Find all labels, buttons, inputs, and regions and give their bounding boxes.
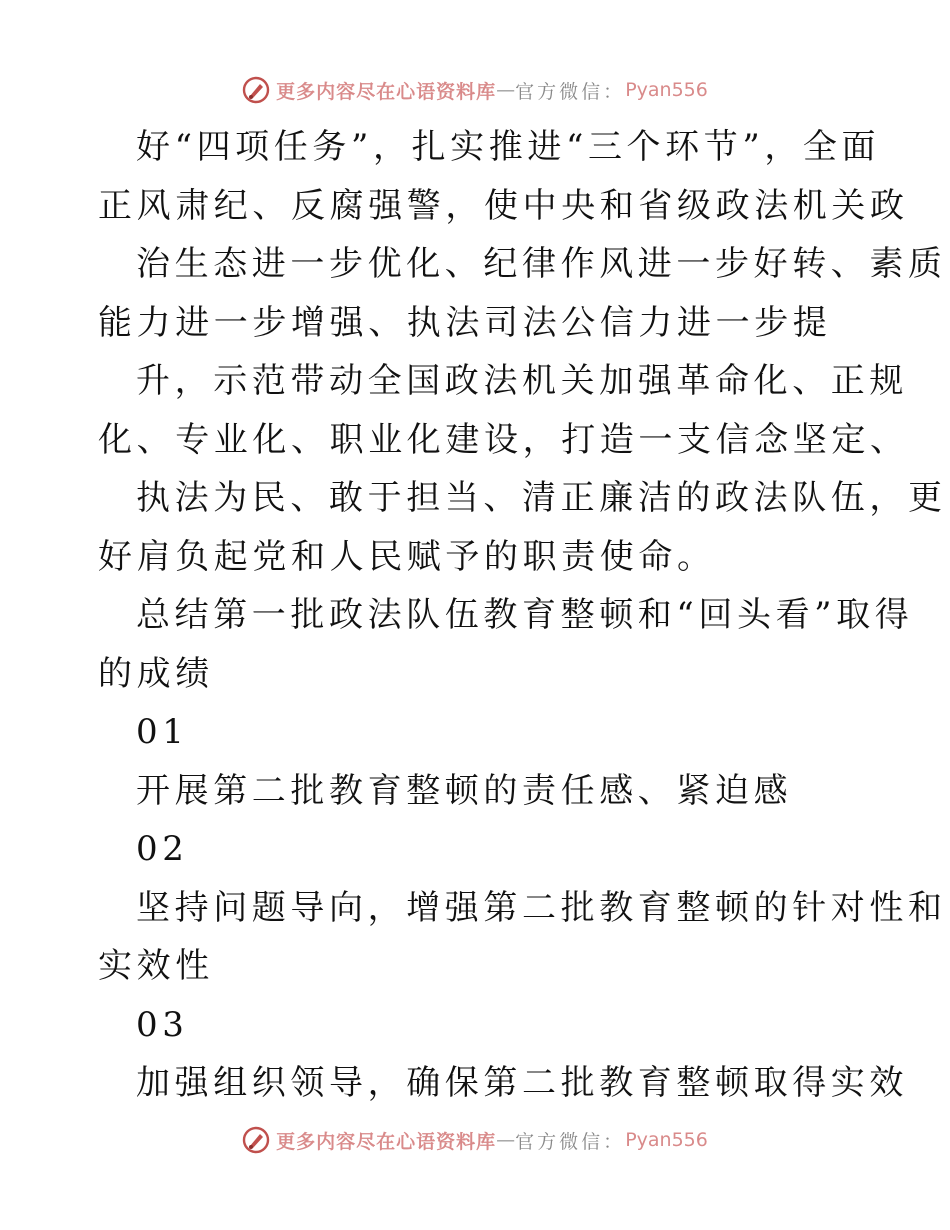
watermark-wechat-id: Pyan556 — [625, 79, 708, 101]
section-title-02: 坚持问题导向，增强第二批教育整顿的针对性和 — [136, 887, 947, 928]
red-pen-circle-logo-icon — [242, 76, 270, 104]
paragraph-line-3: 治生态进一步优化、纪律作风进一步好转、素质 — [136, 244, 947, 284]
paragraph-line-4: 能力进一步增强、执法司法公信力进一步提 — [98, 302, 832, 343]
paragraph-line-7: 执法为民、敢于担当、清正廉洁的政法队伍，更 — [136, 478, 947, 518]
document-body — [98, 118, 947, 1113]
heading-summary: 总结第一批政法队伍教育整顿和“回头看”取得 — [136, 595, 914, 635]
watermark-main-text: 更多内容尽在心语资料库 — [276, 80, 497, 103]
footer-watermark — [0, 1120, 950, 1160]
paragraph-line-6: 化、专业化、职业化建设，打造一支信念坚定、 — [98, 419, 909, 460]
paragraph-line-2: 正风肃纪、反腐强警，使中央和省级政法机关政 — [98, 185, 909, 226]
section-number-03: 03 — [136, 1004, 189, 1045]
watermark-dash: — — [496, 1129, 516, 1151]
heading-summary-cont: 的成绩 — [98, 653, 214, 694]
paragraph-line-8: 好肩负起党和人民赋予的职责使命。 — [98, 536, 716, 577]
watermark-dash: — — [496, 79, 516, 101]
watermark-sub-text: 官方微信： — [515, 1130, 626, 1153]
section-number-02: 02 — [136, 829, 189, 869]
watermark-main-text: 更多内容尽在心语资料库 — [276, 1130, 497, 1153]
watermark-sub-text: 官方微信： — [515, 80, 626, 103]
paragraph-line-1: 好“四项任务”，扎实推进“三个环节”，全面 — [136, 127, 881, 167]
section-title-03: 加强组织领导，确保第二批教育整顿取得实效 — [136, 1063, 908, 1103]
section-title-02-cont: 实效性 — [98, 946, 214, 986]
section-number-01: 01 — [136, 712, 189, 752]
red-pen-circle-logo-icon — [242, 1126, 270, 1154]
watermark-wechat-id: Pyan556 — [625, 1129, 708, 1151]
header-watermark — [0, 70, 950, 110]
paragraph-line-5: 升，示范带动全国政法机关加强革命化、正规 — [136, 361, 908, 401]
section-title-01: 开展第二批教育整顿的责任感、紧迫感 — [136, 770, 793, 811]
